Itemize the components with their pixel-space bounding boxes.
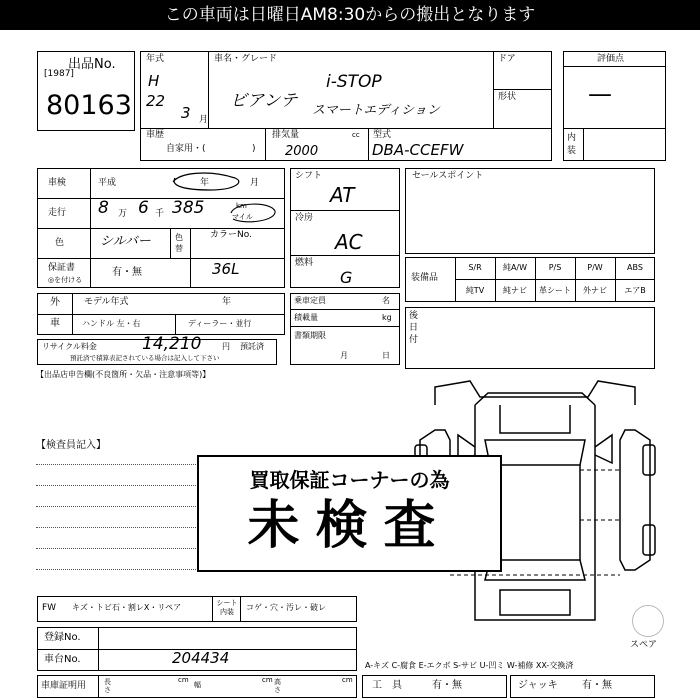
mileage-sen-unit: 千	[155, 209, 165, 219]
inspection-label: 車検	[48, 178, 67, 188]
displacement-unit: cc	[352, 131, 360, 139]
model-name-label: 車名・グレード	[214, 54, 278, 64]
jack-label: ジャッキ	[518, 680, 558, 691]
damage-legend: A-キズ C-腐食 E-エクボ S-サビ U-凹ミ W-補修 XX-交換済	[365, 661, 574, 670]
garage-cert-label: 車庫証明用	[41, 681, 87, 691]
foreign-label-1: 外	[50, 297, 60, 308]
mileage-man: 8	[98, 198, 109, 218]
period-month: 月	[340, 351, 348, 360]
foreign-dealer: ディーラー・並行	[188, 319, 252, 328]
year-month-unit: 月	[199, 115, 209, 125]
color-no-value: 36L	[212, 260, 240, 278]
banner-text: この車両は日曜日AM8:30からの搬出となります	[164, 5, 536, 25]
history-value: 自家用・(	[166, 144, 206, 154]
lot-prefix: [1987]	[44, 69, 74, 79]
type-value: DBA-CCEFW	[372, 141, 464, 159]
equipment-airbag: エアB	[624, 286, 646, 295]
equipment-sr: S/R	[468, 263, 482, 272]
shift-value: AT	[330, 183, 355, 207]
color-no-label: カラーNo.	[210, 230, 252, 240]
rating-value: —	[588, 80, 612, 108]
chassis-no-label: 車台No.	[44, 654, 81, 665]
lot-label: 出品No.	[68, 57, 116, 72]
foreign-model-year: モデル年式	[84, 297, 129, 307]
height-label: 高さ	[274, 678, 281, 694]
length-label: 長さ	[104, 678, 111, 694]
equipment-ext-navi: 外ナビ	[583, 286, 607, 295]
recycle-note: 預託済で積算表記されている場合は記入して下さい	[70, 354, 220, 362]
model-grade-1: i-STOP	[326, 72, 382, 92]
recycle-label: リサイクル料金	[42, 342, 97, 351]
inspection-era: 平成	[98, 178, 117, 188]
recycle-unit: 円	[222, 342, 230, 351]
inspection-month-unit: 月	[250, 178, 260, 188]
rating-label: 評価点	[597, 54, 625, 64]
recycle-value: 14,210	[142, 334, 202, 354]
inspector-title: 【検査員記入】	[36, 440, 106, 451]
period-day: 日	[382, 351, 390, 360]
seat-label: シート内装	[216, 599, 238, 616]
foreign-year-unit: 年	[222, 297, 232, 307]
equipment-ps: P/S	[548, 263, 562, 272]
spare-label: スペア	[630, 640, 658, 650]
history-label: 車歴	[146, 130, 165, 140]
color-value: シルバー	[100, 234, 151, 249]
equipment-label: 装備品	[411, 273, 439, 283]
interior-label: 内装	[567, 133, 577, 156]
sales-point-label: セールスポイント	[412, 171, 484, 181]
displacement-label: 排気量	[272, 130, 300, 140]
equipment-alloy: 純A/W	[502, 263, 528, 272]
mileage-mile: マイル	[232, 213, 253, 221]
fw-label: FW	[42, 603, 57, 613]
equipment-navi: 純ナビ	[503, 286, 527, 295]
color-label: 色	[55, 238, 65, 248]
equipment-abs: ABS	[627, 263, 643, 272]
color-tone-label: 色替	[175, 233, 183, 253]
fuel-label: 燃料	[295, 258, 314, 268]
length-unit: cm	[178, 676, 189, 684]
height-unit: cm	[342, 676, 353, 684]
year-era: H	[148, 72, 160, 90]
width-label: 幅	[194, 681, 201, 689]
width-unit: cm	[262, 676, 273, 684]
equipment-leather: 革シート	[539, 286, 571, 295]
mileage-rest: 385	[172, 198, 205, 218]
stamp-line-1: 買取保証コーナーの為	[249, 468, 450, 492]
foreign-handle: ハンドル 左・右	[82, 319, 141, 328]
fw-items: キズ・トビ石・割レX・リペア	[72, 603, 182, 612]
history-close: )	[252, 144, 256, 154]
warranty-label: 保証書	[48, 263, 76, 273]
type-label: 型式	[373, 130, 392, 140]
capacity-label: 乗車定員	[294, 296, 326, 305]
mileage-man-unit: 万	[118, 209, 128, 219]
reg-no-label: 登録No.	[44, 632, 81, 643]
warranty-note: ◎を付ける	[48, 276, 83, 284]
seller-report-title: 【出品店申告欄(不良箇所・欠品・注意事項等)】	[36, 370, 211, 379]
year-month: 3	[181, 104, 191, 122]
shape-label: 形状	[498, 92, 517, 102]
period-label: 書類期限	[294, 331, 326, 340]
aircon-label: 冷房	[295, 213, 314, 223]
capacity-unit: 名	[382, 296, 390, 305]
year-value: 22	[146, 92, 166, 110]
stamp-line-2: 未検査	[247, 496, 452, 556]
door-label: ドア	[498, 54, 516, 64]
lot-number: 80163	[46, 90, 132, 121]
fuel-value: G	[340, 268, 353, 287]
load-unit: kg	[382, 313, 392, 322]
year-label: 年式	[146, 54, 165, 64]
rear-label-2: 日	[409, 323, 419, 333]
rear-box	[405, 307, 655, 369]
mileage-unit: km	[236, 202, 247, 210]
jack-options: 有・無	[582, 680, 612, 691]
model-name: ビアンテ	[230, 91, 298, 111]
chassis-no-value: 204434	[172, 649, 230, 667]
inspection-year-unit: 年	[200, 178, 210, 188]
model-grade-2: スマートエディション	[312, 103, 440, 118]
tools-label: 工具	[372, 680, 412, 691]
mileage-label: 走行	[48, 208, 67, 218]
mileage-sen: 6	[138, 198, 149, 218]
foreign-label-2: 車	[50, 318, 60, 329]
rear-label-1: 後	[409, 311, 419, 321]
load-label: 積載量	[294, 313, 318, 322]
tools-options: 有・無	[432, 680, 462, 691]
mileage-scribble	[225, 199, 280, 227]
displacement-value: 2000	[285, 144, 319, 159]
rear-label-3: 付	[409, 335, 419, 345]
warranty-options: 有・無	[112, 267, 142, 278]
seat-items: コゲ・穴・汚レ・破レ	[246, 603, 326, 612]
aircon-value: AC	[335, 230, 363, 254]
inspection-scribble	[165, 168, 250, 196]
spare-tire-icon	[632, 605, 664, 637]
recycle-deposit: 預託済	[240, 342, 264, 351]
rating-box	[563, 51, 666, 161]
equipment-pw: P/W	[587, 263, 603, 272]
equipment-tv: 純TV	[465, 286, 485, 295]
shift-label: シフト	[295, 171, 323, 181]
